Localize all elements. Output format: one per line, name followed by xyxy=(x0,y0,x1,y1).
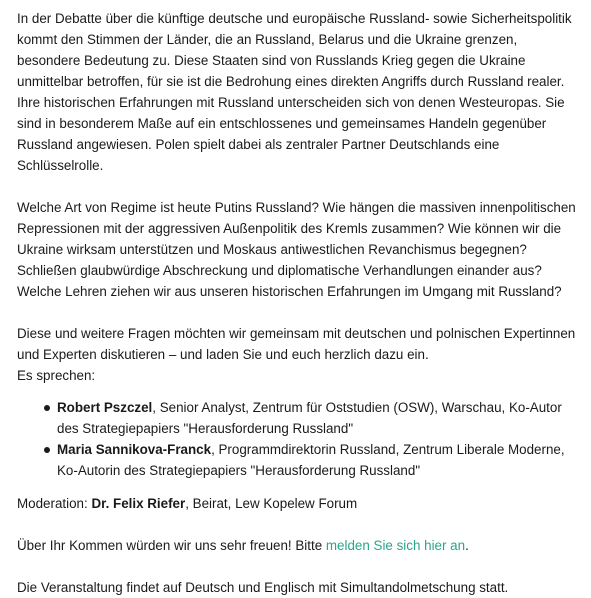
bullet-icon xyxy=(44,405,50,411)
questions-paragraph: Welche Art von Regime ist heute Putins Russland? Wie hängen die massiven innenpolitischen Repressionen mit der aggressiven Außenpolitik des Kremls zusammen? Wie können wir die Ukraine wirksam unterstützen und Moskaus antiwestlichen Revanchismus begegnen? Schließen glaubwürdige Abschreckung und diplomatische Verhandlungen einander aus? Welche Lehren ziehen wir aus unseren historischen Erfahrungen im Umgang mit Russland? xyxy=(17,200,576,299)
register-link[interactable]: melden Sie sich hier an xyxy=(325,538,466,553)
invitation-paragraph: Diese und weitere Fragen möchten wir gemeinsam mit deutschen und polnischen Expertinnen und Experten diskutieren – und laden Sie und euch herzlich dazu ein. xyxy=(17,326,576,362)
speakers-intro: Es sprechen: xyxy=(17,368,96,383)
moderation-label: Moderation: xyxy=(17,496,92,511)
event-description xyxy=(17,8,583,598)
speaker-description: , Senior Analyst, Zentrum für Oststudien (OSW), Warschau, Ko-Autor des Strategiepapiers "Herausforderung Russland" xyxy=(57,400,562,436)
intro-paragraph: In der Debatte über die künftige deutsche und europäische Russland- sowie Sicherheitspolitik kommt den Stimmen der Länder, die an Russland, Belarus und die Ukraine grenzen, besondere Bedeutung zu. Diese Staaten sind von Russlands Krieg gegen die Ukraine unmittelbar betroffen, für sie ist die Bedrohung eines direkten Angriffs durch Russland realer. Ihre historischen Erfahrungen mit Russland unterscheiden sich von denen Westeuropas. Sie sind in besonderem Maße auf ein entschlossenes und gemeinsames Handeln gegenüber Russland angewiesen. Polen spielt dabei als zentraler Partner Deutschlands eine Schlüsselrolle. xyxy=(17,11,572,173)
registration-line xyxy=(17,535,583,556)
list-item xyxy=(57,397,583,439)
bullet-icon xyxy=(44,447,50,453)
registration-text-end: . xyxy=(465,538,469,553)
language-note: Die Veranstaltung findet auf Deutsch und Englisch mit Simultandolmetschung statt. xyxy=(17,580,509,595)
speakers-list xyxy=(17,397,583,481)
moderator-role: , Beirat, Lew Kopelew Forum xyxy=(185,496,358,511)
moderator-name: Dr. Felix Riefer xyxy=(91,496,186,511)
speaker-name: Maria Sannikova-Franck xyxy=(57,442,212,457)
list-item xyxy=(57,439,583,481)
speaker-name: Robert Pszczel xyxy=(57,400,153,415)
moderation-line xyxy=(17,493,583,514)
registration-text: Über Ihr Kommen würden wir uns sehr freuen! Bitte xyxy=(17,538,326,553)
speaker-description: , Programmdirektorin Russland, Zentrum Liberale Moderne, Ko-Autorin des Strategiepapiers "Herausforderung Russland" xyxy=(57,442,565,478)
